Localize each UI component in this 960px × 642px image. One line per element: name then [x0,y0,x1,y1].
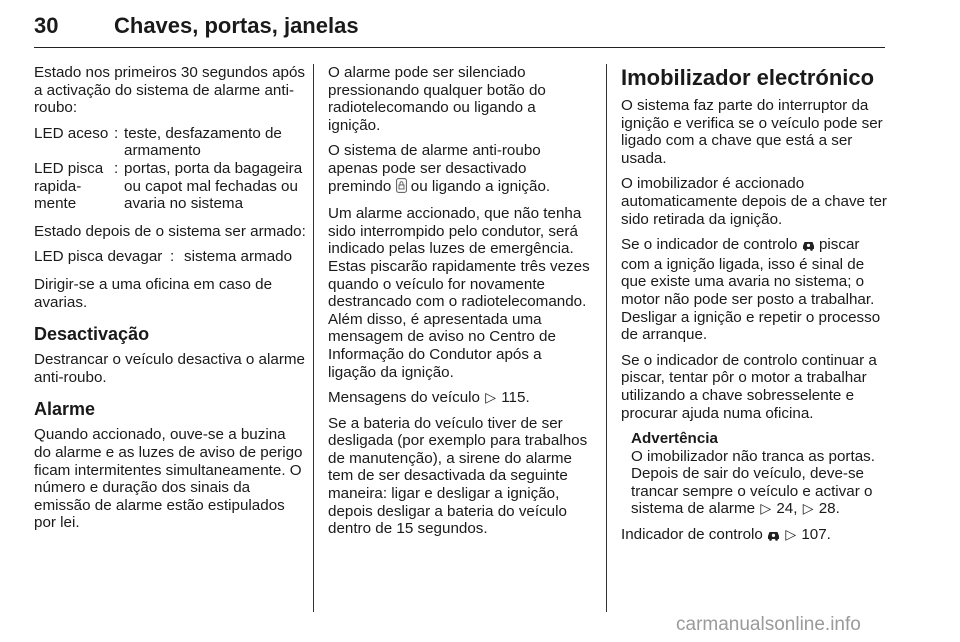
led-term: LED pisca rapida-mente [34,159,104,213]
led-desc: portas, porta da bagageira ou capot mal fechadas ou avaria no sistema [124,159,303,213]
led-status-row [34,160,306,213]
paragraph: Se a bateria do veículo tiver de ser desligada (por exemplo para trabalhos de manutenção), a sirene do alarme tem de ser desactivada da seguinte maneira: ligar e desligar a ignição, depois desligar a bateria do veículo dentro de 15 segundos. [328,414,588,538]
led-term: LED aceso [34,124,109,142]
paragraph: Se o indicador de controlo continuar a piscar, tentar pôr o motor a trabalhar utilizando a chave sobresselente e procurar ajuda numa oficina. [621,351,877,422]
reference-arrow-icon: ▷ [760,500,772,517]
paragraph [621,236,889,344]
column-divider [313,64,314,612]
text-run: O sistema de alarme anti-roubo apenas pode ser desactivado premindo [328,142,541,195]
separator: : [114,124,119,142]
reference-arrow-icon: ▷ [485,389,496,406]
paragraph [328,389,592,407]
warning-text [631,448,889,518]
armed-state-intro: Estado depois de o sistema ser armado: [34,222,306,240]
text-run: piscar com a ignição ligada, isso é sinal de que existe uma avaria no sistema; o motor não pode ser posto a trabalhar. Desligar a ignição e repetir o processo de arranque. [621,236,881,344]
desactivacao-text: Destrancar o veículo desactiva o alarme anti-roubo. [34,351,305,386]
page-reference[interactable]: 24, [776,500,798,518]
page-reference[interactable]: 28. [818,500,840,518]
page-reference[interactable]: 107. [801,526,831,544]
paragraph: O imobilizador é accionado automaticamente depois de a chave ter sido retirada da ignição. [621,175,887,228]
paragraph: O sistema faz parte do interruptor da ignição e verifica se o veículo pode ser ligado com a chave que está a ser usada. [621,97,883,167]
immobilizer-icon [767,528,780,546]
column-2 [328,64,592,546]
watermark: carmanualsonline.info [676,614,861,635]
workshop-note: Dirigir-se a uma oficina em caso de avarias. [34,275,273,311]
paragraph: O alarme pode ser silenciado pressionando qualquer botão do radiotelecomando ou ligando a ignição. [328,64,546,134]
led-armed-table [34,248,306,266]
warning-box [631,430,889,518]
reference-arrow-icon: ▷ [785,526,797,543]
led-desc: sistema armado [184,248,293,266]
lock-button-icon [396,178,407,198]
page-number: 30 [34,13,59,38]
reference-arrow-icon: ▷ [802,500,814,517]
paragraph: Um alarme accionado, que não tenha sido interrompido pelo condutor, será indicado pelas luzes de emergência. Estas piscarão rapidamente três vezes quando o veículo for novamente destrancado com o radiotelecomando. Além disso, é apresentada uma mensagem de aviso no Centro de Informação do Condutor após a ligação da ignição. [328,205,590,381]
separator: : [170,248,175,266]
led-status-table [34,125,306,213]
warning-title: Advertência [631,430,718,448]
text-run: Mensagens do veículo [328,389,480,407]
page-header [34,6,885,46]
immobilizer-icon [802,238,815,256]
column-3 [621,64,889,554]
text-run: Se o indicador de controlo [621,236,798,254]
column-1 [34,64,306,540]
paragraph [328,142,592,197]
led-status-row [34,248,306,266]
led-status-row [34,125,306,160]
separator: : [114,159,119,177]
chapter-title: Chaves, portas, janelas [114,13,359,38]
led-term: LED pisca devagar [34,248,163,266]
section-heading-desactivacao: Desactivação [34,324,150,345]
alarm-state-intro: Estado nos primeiros 30 segundos após a activação do sistema de alarme anti-roubo: [34,64,306,117]
paragraph [621,526,889,546]
section-heading-alarme: Alarme [34,399,96,420]
text-run: ou ligando a ignição. [410,177,551,195]
column-divider [606,64,607,612]
page-reference[interactable]: 115. [501,389,530,407]
text-run: Indicador de controlo [621,526,763,544]
alarme-text: Quando accionado, ouve-se a buzina do alarme e as luzes de aviso de perigo ficam intermitentes simultaneamente. O número e duração dos sinais da emissão de alarme estão estipulados por lei. [34,426,303,532]
led-desc: teste, desfazamento de armamento [124,124,282,160]
section-heading-imobilizador: Imobilizador electrónico [621,65,875,90]
header-rule [34,47,885,48]
text-run: O imobilizador não tranca as portas. Depois de sair do veículo, deve-se trancar sempre o veículo e activar o sistema de alarme [631,447,875,518]
